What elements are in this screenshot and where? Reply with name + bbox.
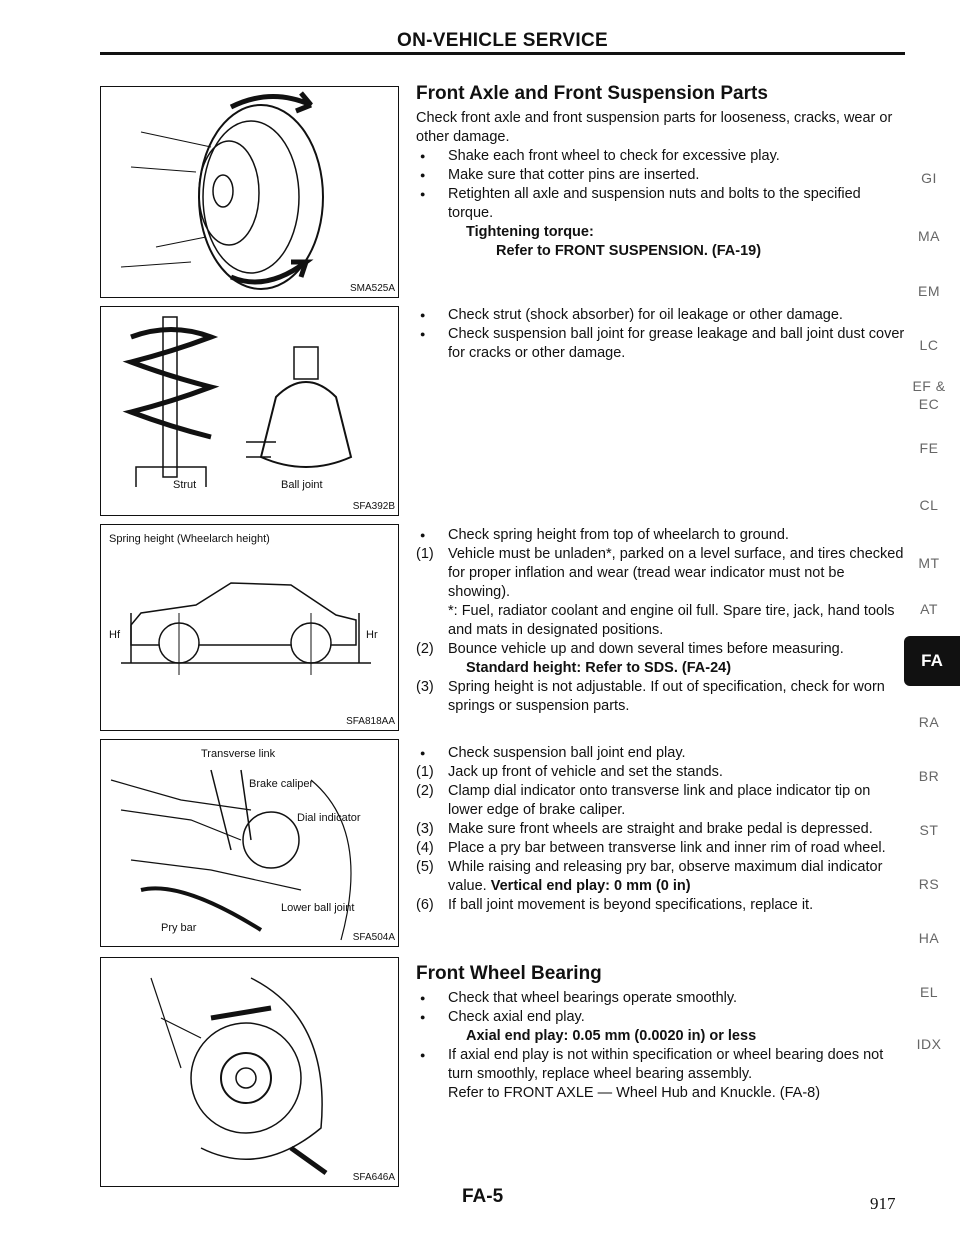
step-number: (1) bbox=[416, 764, 434, 780]
step-text: Jack up front of vehicle and set the stands. bbox=[448, 764, 723, 780]
header-rule bbox=[100, 52, 905, 55]
section-title: Front Wheel Bearing bbox=[416, 963, 602, 984]
label-hr: Hr bbox=[366, 629, 378, 641]
bullet-item: ● Make sure that cotter pins are inserted. bbox=[416, 166, 906, 185]
step-item bbox=[416, 678, 906, 716]
step-number: (5) bbox=[416, 859, 434, 875]
step-number: (2) bbox=[416, 641, 434, 657]
standard-height: Standard height: Refer to SDS. (FA-24) bbox=[466, 660, 732, 676]
bullet-item: ● Check suspension ball joint for grease leakage and ball joint dust cover for cracks or other damage. bbox=[416, 325, 906, 363]
figure-wheel-hub bbox=[100, 957, 399, 1187]
label-strut: Strut bbox=[173, 479, 197, 491]
strut-balljoint-illustration bbox=[101, 307, 398, 515]
label-ball-joint: Ball joint bbox=[281, 479, 323, 491]
figure-code: SFA392B bbox=[352, 501, 395, 512]
torque-reference: Refer to FRONT SUSPENSION. (FA-19) bbox=[496, 243, 762, 259]
page-number: 917 bbox=[870, 1194, 896, 1213]
figure-spring-height bbox=[100, 524, 399, 731]
bullet-item: ● Check strut (shock absorber) for oil leakage or other damage. bbox=[416, 306, 906, 325]
bullet-item: ● Retighten all axle and suspension nuts and bolts to the specified torque. bbox=[416, 185, 906, 223]
bullet-item: ● Check suspension ball joint end play. bbox=[416, 744, 906, 763]
step-text: Make sure front wheels are straight and brake pedal is depressed. bbox=[448, 821, 873, 837]
section-strut-check bbox=[416, 306, 906, 363]
sidebar-ma: MA bbox=[918, 228, 940, 244]
torque-label: Tightening torque: bbox=[466, 224, 594, 240]
sidebar-el: EL bbox=[919, 984, 939, 1000]
wheel-illustration bbox=[101, 87, 398, 297]
footer-page-code: FA-5 bbox=[462, 1186, 504, 1207]
label-pry-bar: Pry bar bbox=[161, 922, 197, 934]
label-dial-indicator: Dial indicator bbox=[297, 812, 361, 824]
figure-strut-balljoint bbox=[100, 306, 399, 516]
label-transverse-link: Transverse link bbox=[201, 748, 276, 760]
bullet-item: ● Shake each front wheel to check for excessive play. bbox=[416, 147, 906, 166]
step-item bbox=[416, 545, 906, 602]
figure-code: SFA646A bbox=[352, 1172, 395, 1183]
step-item bbox=[416, 820, 906, 839]
figure-wheel-play bbox=[100, 86, 399, 298]
sidebar-em: EM bbox=[918, 283, 940, 299]
step-item bbox=[416, 640, 906, 659]
label-lower-ball-joint: Lower ball joint bbox=[281, 902, 355, 914]
bullet-item: ● Check that wheel bearings operate smoothly. bbox=[416, 989, 906, 1008]
step-text: Clamp dial indicator onto transverse link and place indicator tip on lower edge of brake caliper. bbox=[448, 783, 871, 818]
step-number: (3) bbox=[416, 821, 434, 837]
section-spring-height bbox=[416, 526, 906, 716]
car-side-illustration bbox=[101, 525, 398, 730]
sidebar-ha: HA bbox=[918, 930, 940, 946]
figure-title: Spring height (Wheelarch height) bbox=[109, 533, 270, 545]
section-ball-joint-play bbox=[416, 744, 906, 915]
sidebar-ec: EC bbox=[918, 396, 940, 412]
sidebar-idx: IDX bbox=[916, 1036, 942, 1052]
dial-indicator-illustration bbox=[101, 740, 398, 946]
step-text: If ball joint movement is beyond specifications, replace it. bbox=[448, 897, 814, 913]
figure-code: SFA818AA bbox=[346, 716, 395, 727]
step-number: (2) bbox=[416, 783, 434, 799]
label-brake-caliper: Brake caliper bbox=[249, 778, 314, 790]
step-number: (6) bbox=[416, 897, 434, 913]
bullet-item: ● If axial end play is not within specification or wheel bearing does not turn smoothly, replace wheel bearing assembly. bbox=[416, 1046, 906, 1084]
figure-code: SMA525A bbox=[349, 283, 395, 294]
sidebar-rs: RS bbox=[918, 876, 940, 892]
section-title: Front Axle and Front Suspension Parts bbox=[416, 83, 768, 104]
step-item bbox=[416, 839, 906, 858]
sidebar-gi: GI bbox=[921, 170, 937, 186]
step-number: (3) bbox=[416, 679, 434, 695]
sidebar-cl: CL bbox=[919, 497, 939, 513]
label-hf: Hf bbox=[109, 629, 120, 641]
sidebar-st: ST bbox=[919, 822, 939, 838]
sidebar-at: AT bbox=[920, 601, 938, 617]
axial-end-play: Axial end play: 0.05 mm (0.0020 in) or less bbox=[466, 1028, 757, 1044]
step-text: Bounce vehicle up and down several times before measuring. bbox=[448, 641, 844, 657]
section-wheel-bearing bbox=[416, 964, 906, 1103]
step-item bbox=[416, 763, 906, 782]
reference: Refer to FRONT AXLE — Wheel Hub and Knuckle. (FA-8) bbox=[448, 1085, 821, 1101]
vertical-end-play: Vertical end play: 0 mm (0 in) bbox=[490, 878, 691, 894]
figure-code: SFA504A bbox=[352, 932, 395, 943]
step-number: (4) bbox=[416, 840, 434, 856]
sidebar-br: BR bbox=[918, 768, 940, 784]
wheel-hub-illustration bbox=[101, 958, 398, 1186]
step-text: Vehicle must be unladen*, parked on a level surface, and tires checked for proper inflation and wear (tread wear indicator must not be showing). bbox=[448, 546, 904, 600]
paragraph: Check front axle and front suspension parts for looseness, cracks, wear or other damage. bbox=[416, 110, 893, 145]
bullet-item: ● Check spring height from top of wheelarch to ground. bbox=[416, 526, 906, 545]
step-text: While raising and releasing pry bar, observe maximum dial indicator value. bbox=[448, 859, 883, 894]
step-text: Spring height is not adjustable. If out of specification, check for worn springs or suspension parts. bbox=[448, 679, 885, 714]
sidebar-mt: MT bbox=[918, 555, 940, 571]
step-item bbox=[416, 896, 906, 915]
sidebar-lc: LC bbox=[919, 337, 939, 353]
sidebar-fe: FE bbox=[919, 440, 939, 456]
section-tab-fa: FA bbox=[904, 636, 960, 686]
step-item bbox=[416, 858, 906, 896]
step-text: Place a pry bar between transverse link and inner rim of road wheel. bbox=[448, 840, 886, 856]
figure-dial-indicator bbox=[100, 739, 399, 947]
step-item bbox=[416, 782, 906, 820]
step-number: (1) bbox=[416, 546, 434, 562]
page-header: ON-VEHICLE SERVICE bbox=[397, 30, 608, 51]
section-front-axle bbox=[416, 84, 906, 261]
sidebar-ra: RA bbox=[918, 714, 940, 730]
sidebar-ef: EF & bbox=[912, 378, 946, 394]
footnote: *: Fuel, radiator coolant and engine oil full. Spare tire, jack, hand tools and mats in designated positions. bbox=[448, 603, 895, 638]
bullet-item: ● Check axial end play. bbox=[416, 1008, 906, 1027]
